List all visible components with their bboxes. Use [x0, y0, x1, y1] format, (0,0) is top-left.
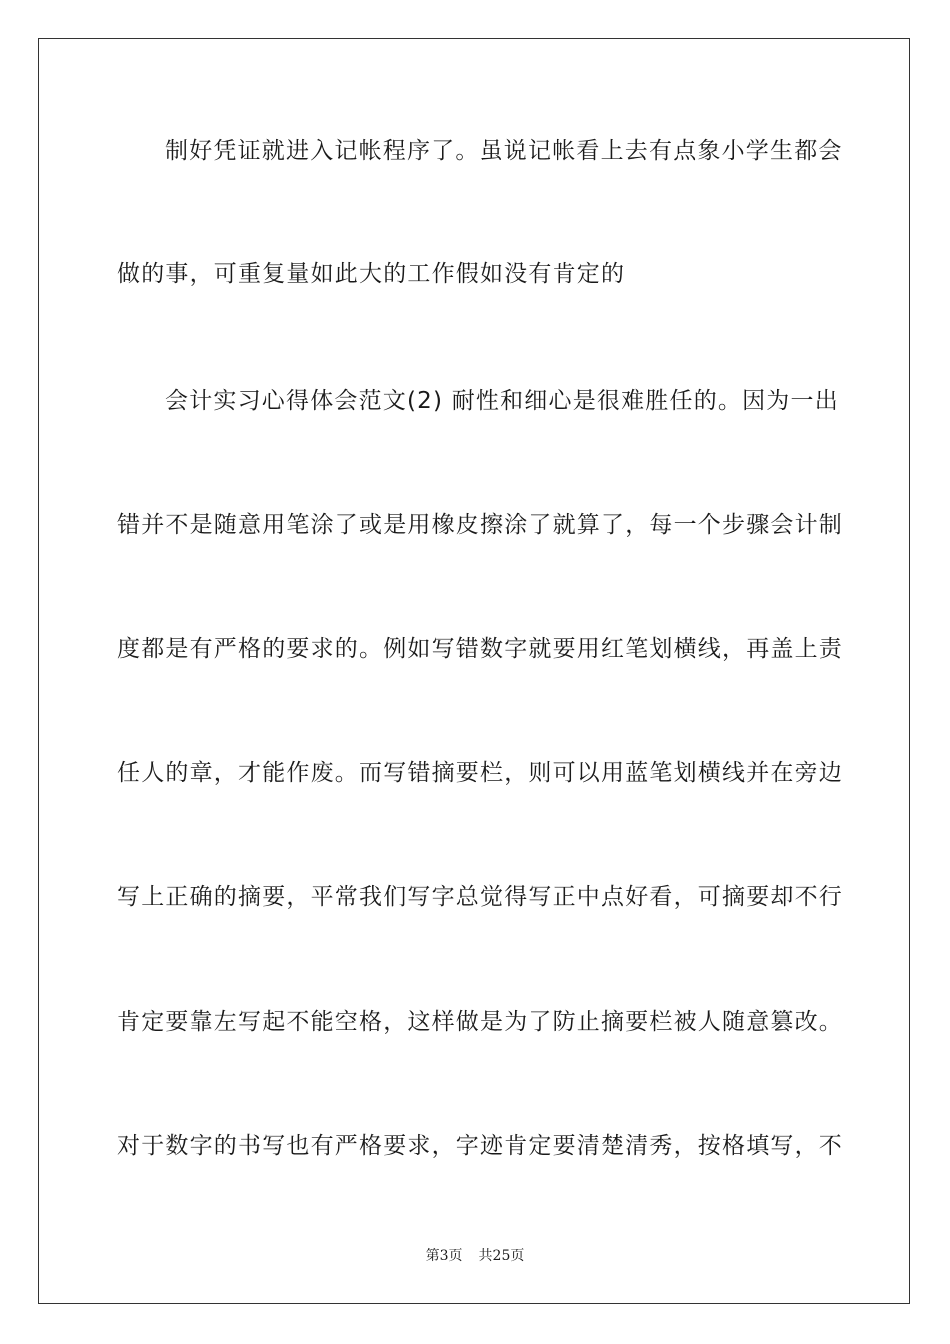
- page-border: [38, 38, 910, 1304]
- paragraph-line: 写上正确的摘要，平常我们写字总觉得写正中点好看，可摘要却不行: [117, 884, 843, 910]
- paragraph-line: 肯定要靠左写起不能空格，这样做是为了防止摘要栏被人随意篡改。: [117, 1009, 843, 1035]
- total-pages: 共25页: [478, 1248, 525, 1264]
- paragraph-line: 任人的章，才能作废。而写错摘要栏，则可以用蓝笔划横线并在旁边: [117, 760, 843, 786]
- paragraph-line: 对于数字的书写也有严格要求，字迹肯定要清楚清秀，按格填写，不: [117, 1133, 843, 1159]
- paragraph-line: 度都是有严格的要求的。例如写错数字就要用红笔划横线，再盖上责: [117, 636, 843, 662]
- paragraph-line: 制好凭证就进入记帐程序了。虽说记帐看上去有点象小学生都会: [165, 138, 843, 164]
- paragraph-line: 会计实习心得体会范文(2) 耐性和细心是很难胜任的。因为一出: [165, 388, 839, 414]
- paragraph-line: 做的事，可重复量如此大的工作假如没有肯定的: [117, 261, 626, 287]
- page-footer: [0, 1247, 950, 1265]
- paragraph-line: 错并不是随意用笔涂了或是用橡皮擦涂了就算了，每一个步骤会计制: [117, 512, 843, 538]
- page-number: 第3页: [425, 1248, 463, 1264]
